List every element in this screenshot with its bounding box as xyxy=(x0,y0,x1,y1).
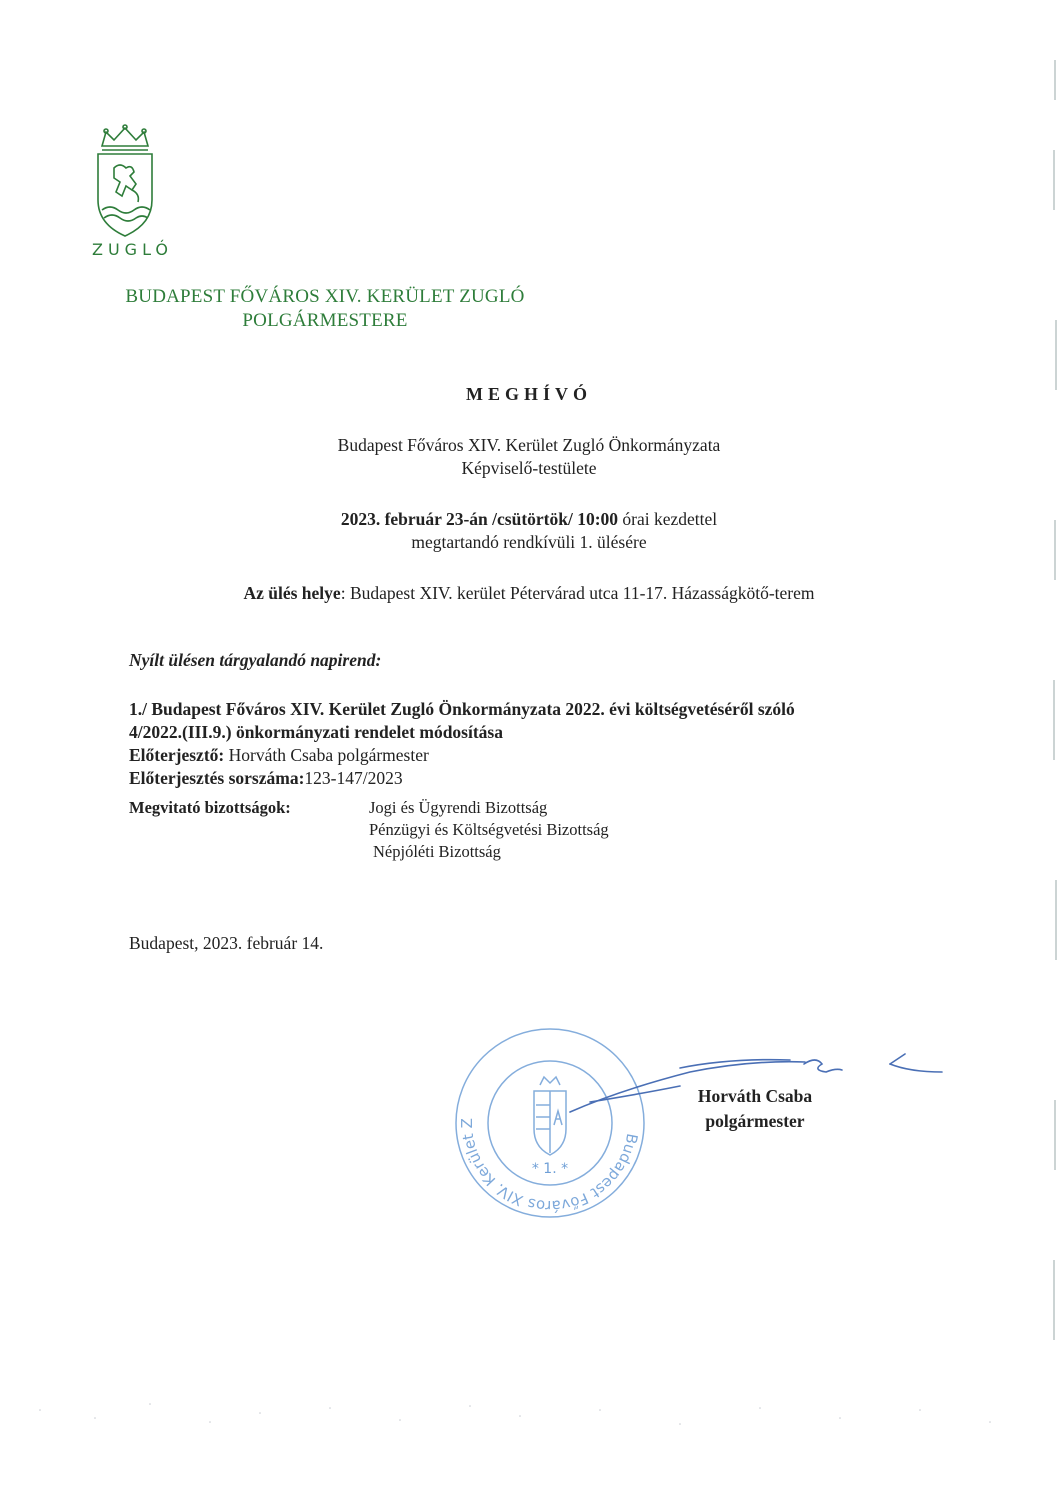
committee-item: Pénzügyi és Költségvetési Bizottság xyxy=(369,820,609,839)
stamp-center-text: * 1. * xyxy=(531,1161,569,1177)
noise-icon xyxy=(0,1380,1058,1470)
decree-number: 4/2022.(III.9.) xyxy=(129,722,232,742)
location-value: : Budapest XIV. kerület Pétervárad utca 11-17. Házasságkötő-terem xyxy=(340,583,815,603)
agenda-item-title-line-1: 1./ Budapest Főváros XIV. Kerület Zugló Önkormányzata 2022. évi költségvetéséről szóló xyxy=(129,699,795,719)
committees-block xyxy=(129,797,609,861)
committees-label: Megvitató bizottságok: xyxy=(129,798,291,817)
meeting-line-1 xyxy=(0,508,1058,531)
meeting-details xyxy=(0,508,1058,554)
meeting-line-2: megtartandó rendkívüli 1. ülésére xyxy=(411,532,647,552)
location-label: Az ülés helye xyxy=(243,583,341,603)
signer-name: Horváth Csaba xyxy=(697,1086,813,1106)
signer-block xyxy=(670,1084,840,1134)
document-title: MEGHÍVÓ xyxy=(465,384,592,404)
signer-title: polgármester xyxy=(705,1111,805,1131)
proposal-number-label: Előterjesztés sorszáma: xyxy=(129,768,305,788)
addressee-line-1: Budapest Főváros XIV. Kerület Zugló Önkormányzata xyxy=(337,435,721,455)
agenda-heading xyxy=(129,649,381,672)
decree-rest: önkormányzati rendelet módosítása xyxy=(231,722,503,742)
issuer-line-1: BUDAPEST FŐVÁROS XIV. KERÜLET ZUGLÓ xyxy=(125,286,525,307)
committee-item: Népjóléti Bizottság xyxy=(373,842,501,861)
addressee xyxy=(0,434,1058,480)
issuer-line-2: POLGÁRMESTERE xyxy=(242,310,408,331)
committees-list xyxy=(369,797,769,863)
crest-wordmark: ZUGLÓ xyxy=(92,240,174,259)
addressee-line-2: Képviselő-testülete xyxy=(461,458,597,478)
issuer-header xyxy=(60,285,590,333)
date-place: Budapest, 2023. február 14. xyxy=(129,933,324,953)
stamp-ring-text: Budapest Főváros XIV. Kerület Z xyxy=(457,1118,642,1216)
presenter-value: Horváth Csaba polgármester xyxy=(224,745,429,765)
committee-item: Jogi és Ügyrendi Bizottság xyxy=(369,798,548,817)
scan-edge-marks xyxy=(1052,60,1058,1460)
scan-specks xyxy=(0,1380,1058,1470)
agenda-item xyxy=(129,698,989,790)
proposal-number-value: 123-147/2023 xyxy=(304,768,403,788)
agenda-heading-text: Nyílt ülésen tárgyalandó napirend: xyxy=(129,650,382,670)
agenda-item-title-line-2 xyxy=(129,721,989,744)
presenter-row xyxy=(129,744,989,767)
proposal-number-row xyxy=(129,767,989,790)
meeting-start-text: órai kezdettel xyxy=(618,509,718,529)
zuglo-crest-logo xyxy=(92,124,174,264)
presenter-label: Előterjesztő: xyxy=(129,745,225,765)
scan-artifact-icon xyxy=(1052,60,1058,1460)
meeting-location xyxy=(0,582,1058,605)
meeting-date-time: 2023. február 23-án /csütörtök/ 10:00 xyxy=(340,509,619,529)
